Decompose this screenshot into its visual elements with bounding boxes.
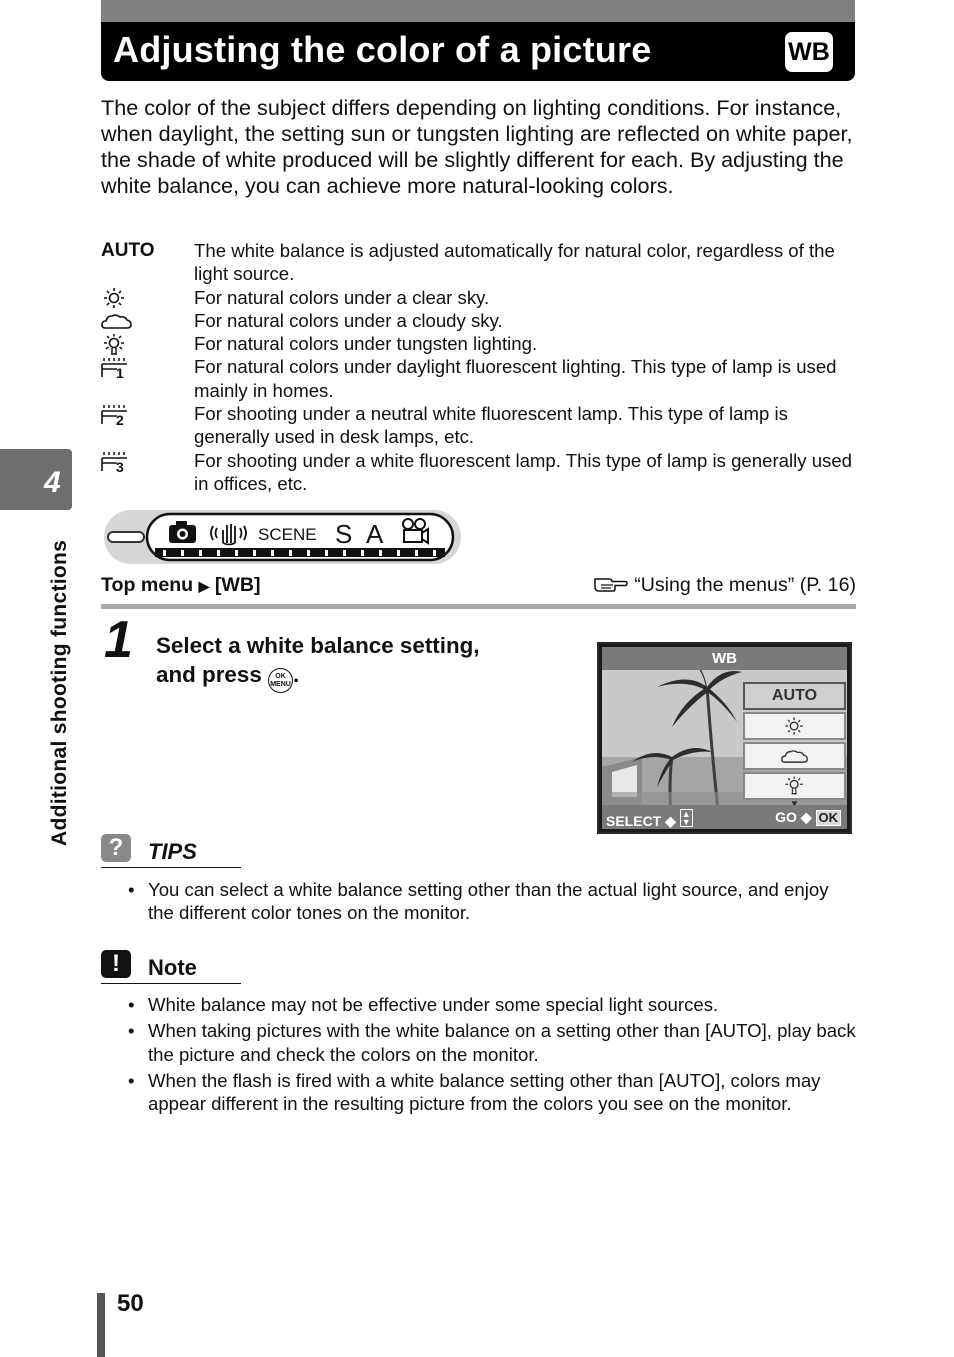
wb-option-description: For shooting under a neutral white fluorescent lamp. This type of lamp is generally used in desk lamps, etc.	[194, 403, 788, 448]
step-instruction	[156, 632, 536, 693]
screen-menu-item-tungsten[interactable]	[743, 772, 846, 800]
ok-button-icon: OK	[816, 810, 842, 826]
cloud-icon	[781, 747, 809, 765]
page-title: Adjusting the color of a picture	[113, 29, 652, 70]
svg-text:2: 2	[116, 412, 124, 427]
cloud-icon	[101, 309, 191, 331]
step-number: 1	[104, 611, 133, 669]
tips-header	[101, 834, 241, 868]
camera-screen	[597, 642, 852, 834]
wb-option-list	[101, 239, 856, 495]
fluorescent-2-icon	[101, 402, 191, 426]
screen-menu-item-cloudy[interactable]	[743, 742, 846, 770]
tips-list	[128, 878, 856, 928]
reference-text: “Using the menus” (P. 16)	[634, 574, 856, 596]
wb-option-sunny	[101, 286, 856, 309]
list-item: • When taking pictures with the white balance on a setting other than [AUTO], play back the picture and check the colors on the monitor.	[128, 1019, 856, 1066]
screen-display	[602, 647, 847, 829]
wb-option-description: For shooting under a white fluorescent lamp. This type of lamp is generally used in offices, etc.	[194, 449, 853, 494]
sun-icon	[783, 716, 807, 736]
shutter-priority-label: S	[335, 519, 353, 549]
wb-option-fluorescent-3	[101, 449, 856, 496]
wb-badge-icon: WB	[785, 32, 833, 72]
fluorescent-1-icon	[101, 355, 191, 379]
wb-key-auto: AUTO	[101, 240, 155, 261]
intro-paragraph: The color of the subject differs depending on lighting conditions. For instance, when daylight, the setting sun or tungsten lighting are reflected on white paper, the shade of white produced will be slightly different for each. By adjusting the white balance, you can achieve more natural-looking colors.	[101, 95, 853, 198]
wb-option-description: For natural colors under a cloudy sky.	[194, 309, 503, 331]
menu-path-end: [WB]	[214, 574, 261, 596]
screen-wb-menu	[743, 682, 846, 808]
arrow-right-icon: ▶	[198, 578, 210, 594]
sun-icon	[101, 286, 191, 308]
wb-option-description: For natural colors under daylight fluorescent lighting. This type of lamp is used mainly in homes.	[194, 356, 837, 401]
screen-title: WB	[602, 647, 847, 670]
list-item: • White balance may not be effective under some special light sources.	[128, 993, 856, 1016]
svg-text:1: 1	[116, 365, 124, 380]
wb-option-description: The white balance is adjusted automatically for natural color, regardless of the light source.	[194, 240, 835, 285]
screen-menu-item-sunny[interactable]	[743, 712, 846, 740]
wb-option-cloudy	[101, 309, 856, 332]
aperture-priority-label: A	[366, 519, 384, 549]
wb-option-fluorescent-1	[101, 355, 856, 402]
ok-menu-button-icon: OK MENU	[268, 668, 293, 693]
select-hint: SELECT ◆ ▲ ▼	[606, 809, 691, 829]
menu-path-start: Top menu	[101, 574, 194, 596]
wb-option-tungsten	[101, 332, 856, 355]
scene-label: SCENE	[258, 525, 317, 544]
question-mark-icon: ?	[101, 834, 131, 862]
chapter-number: 4	[44, 466, 61, 499]
svg-text:3: 3	[116, 458, 124, 473]
wb-option-fluorescent-2	[101, 402, 856, 449]
page-number: 50	[117, 1290, 144, 1317]
screen-status-bar	[602, 805, 847, 829]
chapter-tab	[0, 449, 72, 510]
tungsten-bulb-icon	[101, 332, 191, 356]
note-heading: Note	[148, 955, 197, 980]
list-item: • When the flash is fired with a white balance setting other than [AUTO], colors may appear different in the resulting picture from the colors you see on the monitor.	[128, 1069, 856, 1116]
page-bar	[97, 1293, 105, 1357]
wb-option-description: For natural colors under tungsten lighting.	[194, 333, 538, 355]
menu-path	[101, 574, 261, 597]
menu-path-line	[101, 573, 856, 603]
exclamation-icon: !	[101, 950, 131, 978]
wb-option-description: For natural colors under a clear sky.	[194, 286, 490, 308]
tips-heading: TIPS	[148, 839, 197, 864]
pointing-hand-icon	[593, 574, 634, 596]
tungsten-bulb-icon	[783, 776, 807, 796]
mode-dial	[103, 508, 463, 566]
title-bar	[101, 22, 855, 81]
divider	[101, 604, 856, 609]
menu-reference	[593, 574, 856, 597]
wb-option-auto	[101, 239, 856, 286]
go-hint: GO ◆ OK	[775, 809, 841, 826]
up-down-arrows-icon: ▲ ▼	[681, 809, 691, 827]
fluorescent-3-icon	[101, 449, 191, 473]
header-strip	[101, 0, 855, 22]
list-item: • You can select a white balance setting other than the actual light source, and enjoy the different color tones on the monitor.	[128, 878, 856, 925]
step-line-1: Select a white balance setting,	[156, 633, 480, 658]
note-list	[128, 993, 856, 1118]
note-header	[101, 950, 241, 984]
step-line-2: and press OK MENU.	[156, 661, 536, 693]
chapter-label: Additional shooting functions	[48, 539, 71, 846]
screen-menu-item-auto[interactable]: AUTO	[743, 682, 846, 710]
